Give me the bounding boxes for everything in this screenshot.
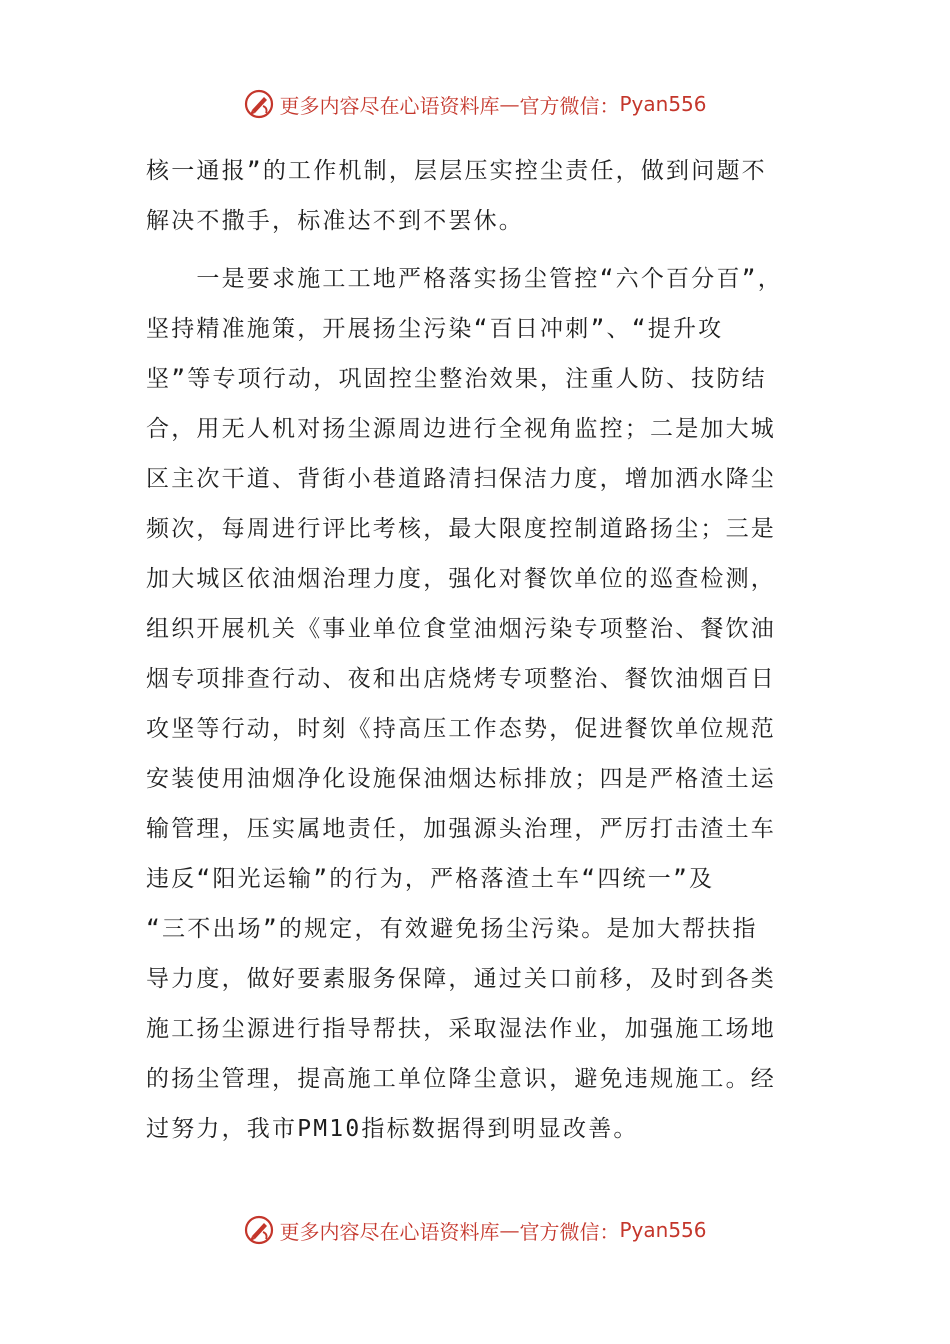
- text-line: 烟专项排查行动、夜和出店烧烤专项整治、餐饮油烟百日: [146, 666, 776, 692]
- text-line: 导力度，做好要素服务保障，通过关口前移，及时到各类: [146, 966, 776, 992]
- document-body: [146, 146, 806, 1154]
- text-line: 组织开展机关《事业单位食堂油烟污染专项整治、餐饮油: [146, 616, 776, 642]
- banner-wechat-label: 官方微信：: [519, 1219, 620, 1244]
- text-line: 违反“阳光运输”的行为，严格落渣土车“四统一”及: [146, 866, 715, 892]
- pen-logo-icon: [243, 88, 275, 120]
- banner-site-name: 更多内容尽在心语资料库: [279, 1219, 500, 1244]
- banner-wechat-label: 官方微信：: [519, 93, 620, 118]
- text-line: 合，用无人机对扬尘源周边进行全视角监控；二是加大城: [146, 416, 776, 442]
- header-banner[interactable]: [0, 84, 950, 124]
- banner-wechat-id: Pyan556: [619, 1218, 707, 1242]
- text-line: 频次，每周进行评比考核，最大限度控制道路扬尘；三是: [146, 516, 776, 542]
- text-line: 加大城区依油烟治理力度，强化对餐饮单位的巡查检测，: [146, 566, 776, 592]
- text-line: 施工扬尘源进行指导帮扶，采取湿法作业，加强施工场地: [146, 1016, 776, 1042]
- text-line: 坚”等专项行动，巩固控尘整治效果，注重人防、技防结: [146, 366, 767, 392]
- banner-dash: —: [499, 92, 520, 116]
- text-line: 核一通报”的工作机制，层层压实控尘责任，做到问题不: [146, 158, 767, 184]
- text-line: 的扬尘管理，提高施工单位降尘意识，避免违规施工。经: [146, 1066, 776, 1092]
- pen-logo-icon: [243, 1214, 275, 1246]
- text-line: 攻坚等行动，时刻《持高压工作态势，促进餐饮单位规范: [146, 716, 776, 742]
- text-line: 过努力，我市PM10指标数据得到明显改善。: [146, 1116, 639, 1142]
- text-line: 安装使用油烟净化设施保油烟达标排放；四是严格渣土运: [146, 766, 776, 792]
- banner-dash: —: [499, 1218, 520, 1242]
- banner-wechat-id: Pyan556: [619, 92, 707, 116]
- banner-site-name: 更多内容尽在心语资料库: [279, 93, 500, 118]
- text-line: “三不出场”的规定，有效避免扬尘污染。是加大帮扶指: [146, 916, 758, 942]
- text-line: 坚持精准施策，开展扬尘污染“百日冲刺”、“提升攻: [146, 316, 724, 342]
- footer-banner[interactable]: [0, 1210, 950, 1250]
- text-line: 输管理，压实属地责任，加强源头治理，严厉打击渣土车: [146, 816, 776, 842]
- text-line: 解决不撒手，标准达不到不罢休。: [146, 208, 524, 234]
- text-line: 一是要求施工工地严格落实扬尘管控“六个百分百”，: [146, 266, 783, 292]
- text-line: 区主次干道、背街小巷道路清扫保洁力度，增加洒水降尘: [146, 466, 776, 492]
